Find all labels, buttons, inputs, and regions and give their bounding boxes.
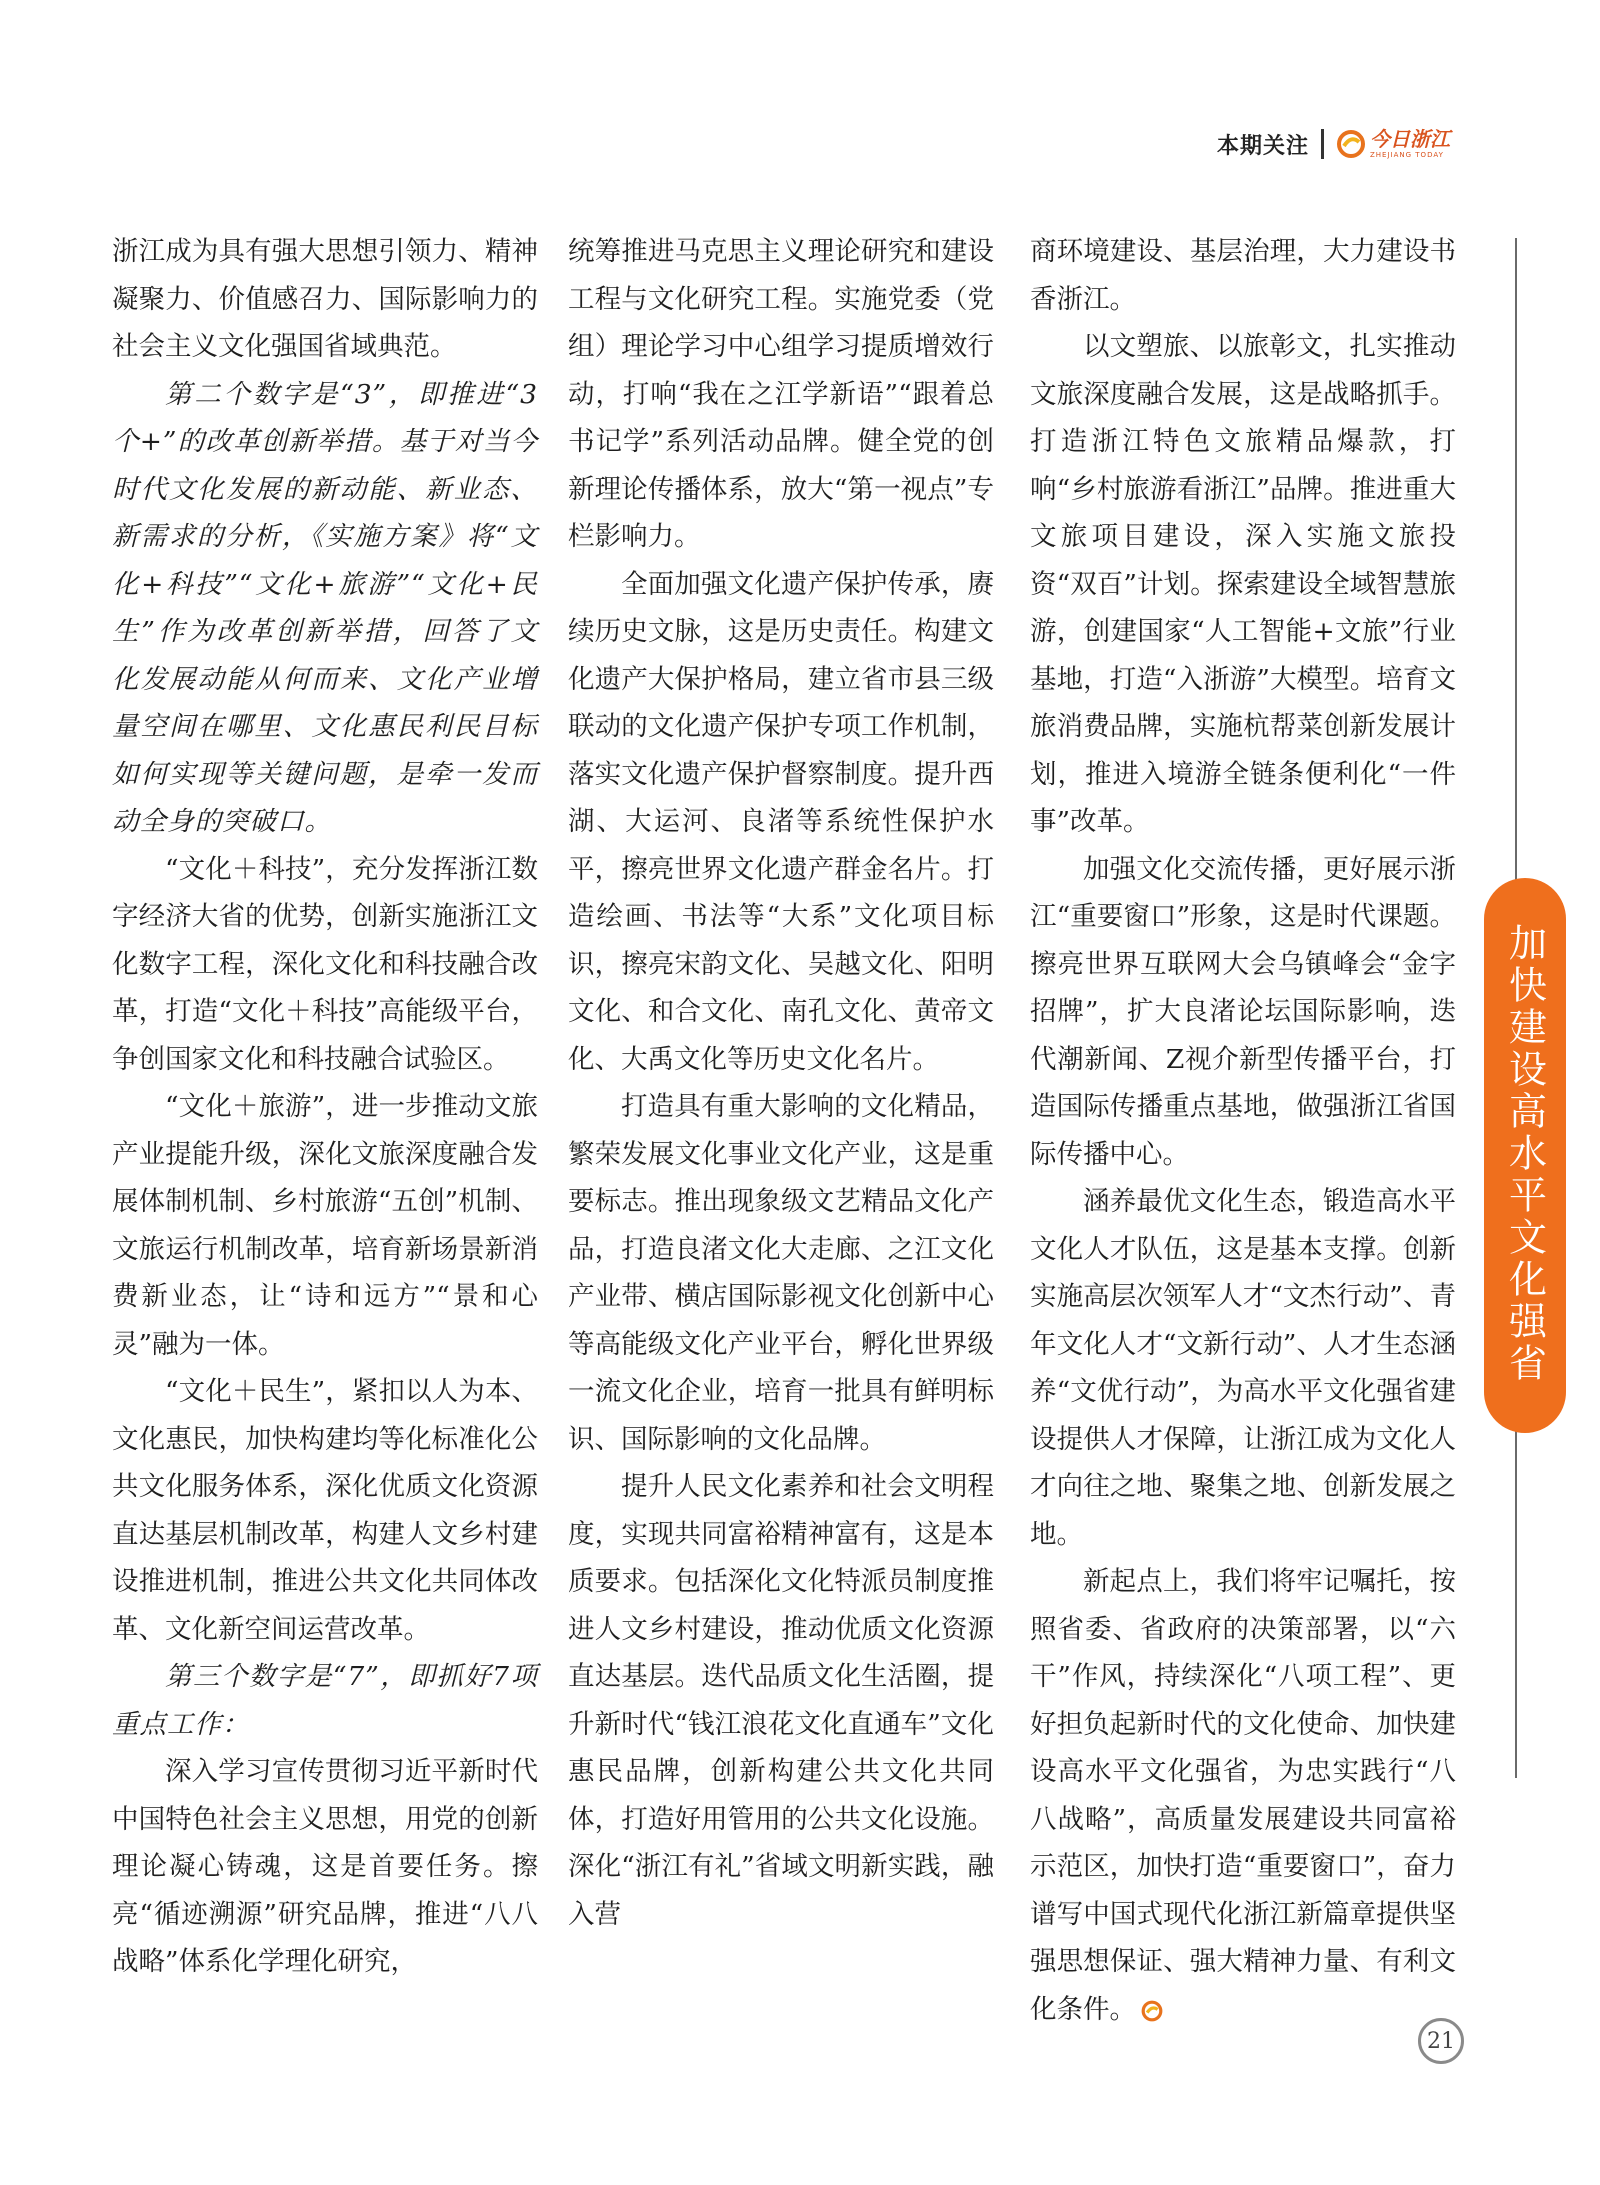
section-label: 本期关注 bbox=[1216, 133, 1309, 159]
logo-swirl-icon bbox=[1336, 129, 1366, 159]
paragraph: 第三个数字是“7”，即抓好7项重点工作： bbox=[112, 1661, 538, 1740]
paragraph: 提升人民文化素养和社会文明程度，实现共同富裕精神富有，这是本质要求。包括深化文化特派员制度推进人文乡村建设，推动优质文化资源直达基层。迭代品质文化生活圈，提升新时代“钱江浪花文化直通车”文化惠民品牌，创新构建公共文化共同体，打造好用管用的公共文化设施。深化“浙江有礼”省域文明新实践，融入营 bbox=[568, 1471, 994, 1930]
paragraph: 打造具有重大影响的文化精品，繁荣发展文化事业文化产业，这是重要标志。推出现象级文艺精品文化产品，打造良渚文化大走廊、之江文化产业带、横店国际影视文化创新中心等高能级文化产业平台，孵化世界级一流文化企业，培育一批具有鲜明标识、国际影响的文化品牌。 bbox=[568, 1091, 994, 1455]
end-mark-icon bbox=[1140, 1999, 1164, 2023]
paragraph: 加强文化交流传播，更好展示浙江“重要窗口”形象，这是时代课题。擦亮世界互联网大会乌镇峰会“金字招牌”，扩大良渚论坛国际影响，迭代潮新闻、Z视介新型传播平台，打造国际传播重点基地，做强浙江省国际传播中心。 bbox=[1030, 853, 1456, 1170]
paragraph: “文化＋科技”，充分发挥浙江数字经济大省的优势，创新实施浙江文化数字工程，深化文化和科技融合改革，打造“文化＋科技”高能级平台，争创国家文化和科技融合试验区。 bbox=[112, 853, 538, 1075]
page-header bbox=[1217, 118, 1450, 170]
text-column-1 bbox=[112, 228, 538, 1986]
text-column-2 bbox=[568, 228, 994, 1938]
paragraph-last bbox=[1030, 1558, 1456, 2033]
text-column-3 bbox=[1030, 228, 1456, 2033]
paragraph: 浙江成为具有强大思想引领力、精神凝聚力、价值感召力、国际影响力的社会主义文化强国省域典范。 bbox=[112, 236, 538, 362]
page-number: 21 bbox=[1418, 2018, 1464, 2064]
logo-english: ZHEJIANG TODAY bbox=[1370, 151, 1444, 159]
paragraph: 商环境建设、基层治理，大力建设书香浙江。 bbox=[1030, 236, 1456, 315]
paragraph: 深入学习宣传贯彻习近平新时代中国特色社会主义思想，用党的创新理论凝心铸魂，这是首要任务。擦亮“循迹溯源”研究品牌，推进“八八战略”体系化学理化研究， bbox=[112, 1756, 538, 1977]
paragraph: 全面加强文化遗产保护传承，赓续历史文脉，这是历史责任。构建文化遗产大保护格局，建立省市县三级联动的文化遗产保护专项工作机制，落实文化遗产保护督察制度。提升西湖、大运河、良渚等系统性保护水平，擦亮世界文化遗产群金名片。打造绘画、书法等“大系”文化项目标识，擦亮宋韵文化、吴越文化、阳明文化、和合文化、南孔文化、黄帝文化、大禹文化等历史文化名片。 bbox=[568, 568, 994, 1075]
logo-name: 今日浙江 bbox=[1370, 127, 1450, 151]
side-title: 加快建设高水平文化强省 bbox=[1502, 923, 1547, 1385]
side-title-tab bbox=[1484, 878, 1566, 1433]
paragraph: 第二个数字是“3”，即推进“3个+”的改革创新举措。基于对当今时代文化发展的新动能、新业态、新需求的分析，《实施方案》将“文化+科技”“文化+旅游”“文化+民生”作为改革创新举措，回答了文化发展动能从何而来、文化产业增量空间在哪里、文化惠民利民目标如何实现等关键问题，是牵一发而动全身的突破口。 bbox=[112, 378, 538, 837]
paragraph: 统筹推进马克思主义理论研究和建设工程与文化研究工程。实施党委（党组）理论学习中心组学习提质增效行动，打响“我在之江学新语”“跟着总书记学”系列活动品牌。健全党的创新理论传播体系，放大“第一视点”专栏影响力。 bbox=[568, 236, 994, 552]
paragraph: 涵养最优文化生态，锻造高水平文化人才队伍，这是基本支撑。创新实施高层次领军人才“文杰行动”、青年文化人才“文新行动”、人才生态涵养“文优行动”，为高水平文化强省建设提供人才保障，让浙江成为文化人才向往之地、聚集之地、创新发展之地。 bbox=[1030, 1186, 1456, 1550]
paragraph: “文化＋民生”，紧扣以人为本、文化惠民，加快构建均等化标准化公共文化服务体系，深化优质文化资源直达基层机制改革，构建人文乡村建设推进机制，推进公共文化共同体改革、文化新空间运营改革。 bbox=[112, 1376, 538, 1645]
paragraph-text: 新起点上，我们将牢记嘱托，按照省委、省政府的决策部署，以“六干”作风，持续深化“八项工程”、更好担负起新时代的文化使命、加快建设高水平文化强省，为忠实践行“八八战略”，高质量发展建设共同富裕示范区，加快打造“重要窗口”，奋力谱写中国式现代化浙江新篇章提供坚强思想保证、强大精神力量、有利文化条件。 bbox=[1030, 1566, 1456, 2025]
paragraph: 以文塑旅、以旅彰文，扎实推动文旅深度融合发展，这是战略抓手。打造浙江特色文旅精品爆款，打响“乡村旅游看浙江”品牌。推进重大文旅项目建设，深入实施文旅投资“双百”计划。探索建设全域智慧旅游，创建国家“人工智能+文旅”行业基地，打造“入浙游”大模型。培育文旅消费品牌，实施杭帮菜创新发展计划，推进入境游全链条便利化“一件事”改革。 bbox=[1030, 331, 1456, 837]
header-divider bbox=[1321, 129, 1324, 159]
magazine-logo bbox=[1336, 129, 1450, 159]
paragraph: “文化＋旅游”，进一步推动文旅产业提能升级，深化文旅深度融合发展体制机制、乡村旅游“五创”机制、文旅运行机制改革，培育新场景新消费新业态，让“诗和远方”“景和心灵”融为一体。 bbox=[112, 1091, 538, 1360]
